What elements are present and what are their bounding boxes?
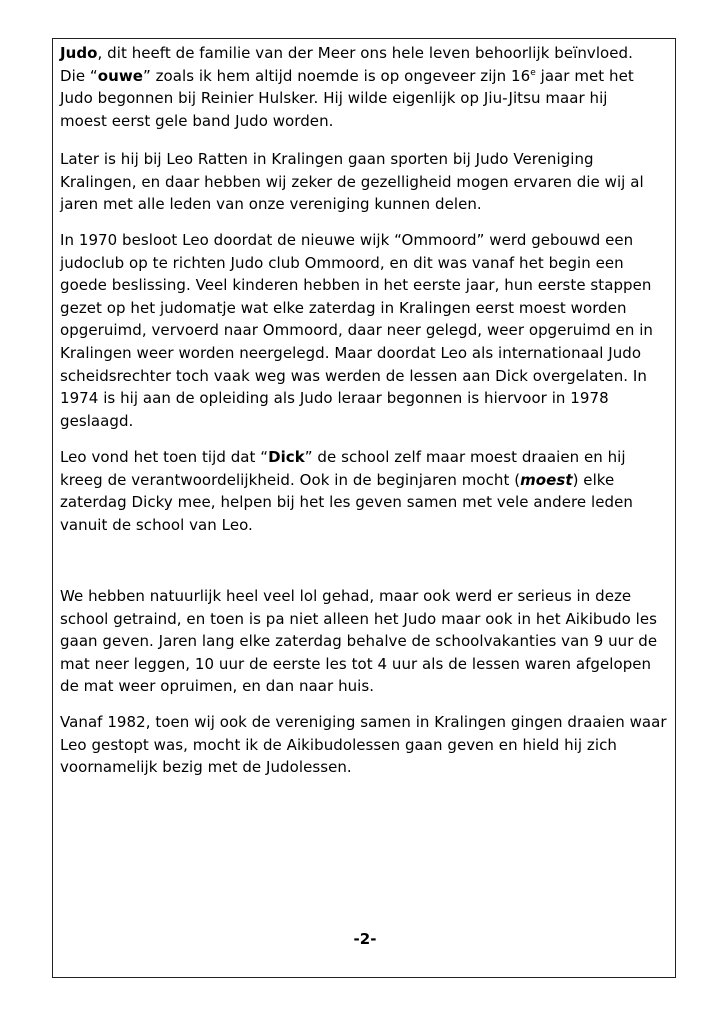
text-segment: kreeg de verantwoordelijkheid. Ook in de beginjaren mocht (	[60, 470, 521, 489]
text-line	[60, 319, 670, 342]
text-segment: ” zoals ik hem altijd noemde is op ongeveer zijn 16	[142, 66, 531, 85]
text-segment: goede beslissing. Veel kinderen hebben in het eerste jaar, hun eerste stappen	[60, 276, 652, 295]
text-line	[60, 734, 670, 757]
text-segment: , dit heeft de familie van der Meer ons hele leven behoorlijk beïnvloed.	[97, 44, 633, 62]
paragraph-ommoord	[60, 229, 670, 432]
text-segment: vanuit de school van Leo.	[60, 515, 253, 534]
text-segment: 1974 is hij aan de opleiding als Judo leraar begonnen is hiervoor in 1978	[60, 389, 609, 408]
text-line	[60, 608, 670, 631]
text-segment: ” de school zelf maar moest draaien en hij	[304, 448, 626, 466]
text-segment: ) elke	[572, 470, 615, 489]
text-line	[60, 252, 670, 275]
text-line	[60, 491, 670, 514]
text-line	[60, 756, 670, 779]
text-line	[60, 675, 670, 698]
text-line	[60, 711, 670, 734]
text-segment: Die “	[60, 66, 98, 85]
text-segment: Leo vond het toen tijd dat “	[60, 448, 269, 466]
text-segment: Judo begonnen bij Reinier Hulsker. Hij wilde eigenlijk op Jiu-Jitsu maar hij	[60, 89, 608, 108]
text-segment: mat neer leggen, 10 uur de eerste les tot 4 uur als de lessen waren afgelopen	[60, 654, 652, 673]
page-number: -2-	[353, 930, 377, 948]
paragraph-dick-school	[60, 446, 670, 536]
text-segment: Kralingen weer worden neergelegd. Maar doordat Leo als internationaal Judo	[60, 343, 642, 362]
text-line	[60, 446, 670, 469]
text-line	[60, 653, 670, 676]
text-line	[60, 297, 670, 320]
paragraph-kralingen	[60, 148, 670, 216]
text-segment: geslaagd.	[60, 411, 134, 430]
text-segment: opgeruimd, vervoerd naar Ommoord, daar neer gelegd, weer opgeruimd en in	[60, 321, 653, 340]
text-segment: Leo gestopt was, mocht ik de Aikibudolessen gaan geven en hield hij zich	[60, 735, 617, 754]
text-segment: zaterdag Dicky mee, helpen bij het les geven samen met vele andere leden	[60, 493, 633, 512]
text-line	[60, 171, 670, 194]
text-line	[60, 469, 670, 492]
text-line	[60, 630, 670, 653]
text-segment: jaren met alle leden van onze vereniging kunnen delen.	[60, 195, 482, 214]
emphasis-text: Judo	[60, 44, 98, 62]
text-line	[60, 110, 670, 133]
paragraph-judo-family	[60, 42, 670, 132]
text-line	[60, 274, 670, 297]
text-segment: gaan geven. Jaren lang elke zaterdag behalve de schoolvakanties van 9 uur de	[60, 632, 658, 651]
text-segment: scheidsrechter toch vaak weg was werden de lessen aan Dick overgelaten. In	[60, 366, 647, 385]
text-line	[60, 585, 670, 608]
text-line	[60, 387, 670, 410]
text-segment: Later is hij bij Leo Ratten in Kralingen gaan sporten bij Judo Vereniging	[60, 150, 594, 168]
emphasis-text: moest	[520, 470, 573, 489]
text-segment: Vanaf 1982, toen wij ook de vereniging samen in Kralingen gingen draaien waar	[60, 713, 667, 731]
text-line	[60, 193, 670, 216]
emphasis-text: ouwe	[97, 66, 143, 85]
text-line	[60, 365, 670, 388]
paragraph-aikibudo	[60, 585, 670, 698]
text-segment: gezet op het judomatje wat elke zaterdag in Kralingen eerst moest worden	[60, 298, 627, 317]
text-line	[60, 87, 670, 110]
text-segment: Kralingen, en daar hebben wij zeker de gezelligheid mogen ervaren die wij al	[60, 172, 644, 191]
text-line	[60, 342, 670, 365]
text-segment: judoclub op te richten Judo club Ommoord, en dit was vanaf het begin een	[60, 253, 624, 272]
text-line	[60, 42, 670, 65]
emphasis-text: Dick	[268, 448, 305, 466]
text-line	[60, 229, 670, 252]
text-segment: moest eerst gele band Judo worden.	[60, 111, 334, 130]
paragraph-1982	[60, 711, 670, 779]
text-line	[60, 514, 670, 537]
text-segment: de mat weer opruimen, en dan naar huis.	[60, 677, 375, 696]
text-line	[60, 148, 670, 171]
text-segment: voornamelijk bezig met de Judolessen.	[60, 758, 352, 777]
text-segment: In 1970 besloot Leo doordat de nieuwe wijk “Ommoord” werd gebouwd een	[60, 231, 634, 249]
superscript-text: e	[530, 67, 536, 78]
text-line	[60, 65, 670, 88]
text-segment: jaar met het	[535, 66, 634, 85]
text-segment: school getraind, en toen is pa niet alleen het Judo maar ook in het Aikibudo les	[60, 609, 658, 628]
text-segment: We hebben natuurlijk heel veel lol gehad, maar ook werd er serieus in deze	[60, 587, 632, 605]
text-line	[60, 410, 670, 433]
